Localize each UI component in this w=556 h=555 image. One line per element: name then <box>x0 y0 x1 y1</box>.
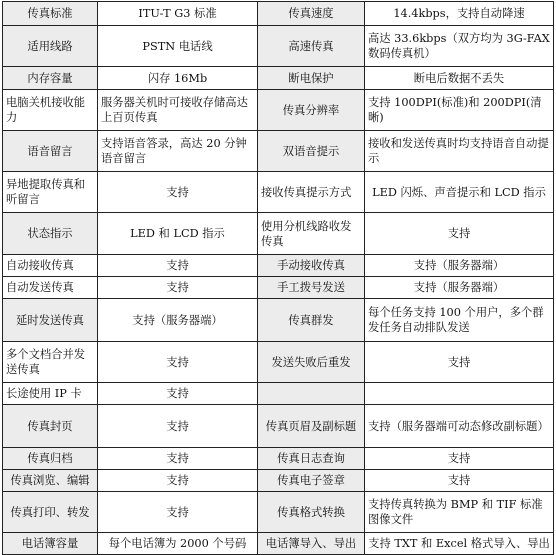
feature-label-a: 状态指示 <box>3 213 98 255</box>
feature-value-a: ITU-T G3 标准 <box>98 2 258 26</box>
feature-value-a: 支持 <box>98 172 258 213</box>
feature-label-a: 语音留言 <box>3 131 98 172</box>
feature-label-a: 自动发送传真 <box>3 277 98 299</box>
feature-label-b: 手动接收传真 <box>258 255 365 277</box>
table-row <box>3 470 554 492</box>
table-row <box>3 67 554 90</box>
spec-table-container <box>2 1 553 555</box>
feature-value-b: 支持（服务器端可动态修改副标题） <box>365 405 554 448</box>
feature-label-b: 传真电子签章 <box>258 470 365 492</box>
feature-value-b: 支持 <box>365 448 554 470</box>
feature-label-a: 延时发送传真 <box>3 299 98 342</box>
feature-label-b <box>258 383 365 405</box>
feature-value-a: 服务器关机时可接收存储高达上百页传真 <box>98 90 258 131</box>
feature-value-b <box>365 383 554 405</box>
feature-value-a: 支持 <box>98 383 258 405</box>
feature-label-b: 传真分辨率 <box>258 90 365 131</box>
table-row <box>3 131 554 172</box>
feature-value-a: 支持 <box>98 255 258 277</box>
feature-value-b: 支持传真转换为 BMP 和 TIF 标准图像文件 <box>365 492 554 533</box>
feature-value-b: 支持 100DPI(标准)和 200DPI(清晰) <box>365 90 554 131</box>
feature-label-a: 电话簿容量 <box>3 533 98 555</box>
feature-label-b: 高速传真 <box>258 26 365 67</box>
feature-value-a: 支持 <box>98 405 258 448</box>
feature-value-a: 支持语音答录，高达 20 分钟语音留言 <box>98 131 258 172</box>
table-row <box>3 90 554 131</box>
feature-label-b: 发送失败后重发 <box>258 342 365 383</box>
feature-value-a: 支持 <box>98 277 258 299</box>
feature-value-a: 支持（服务器端） <box>98 299 258 342</box>
table-row <box>3 2 554 26</box>
feature-value-a: 支持 <box>98 470 258 492</box>
table-row <box>3 277 554 299</box>
feature-value-b: 高达 33.6kbps（双方均为 3G-FAX 数码传真机） <box>365 26 554 67</box>
feature-value-b: 支持（服务器端） <box>365 255 554 277</box>
feature-label-b: 双语音提示 <box>258 131 365 172</box>
feature-value-a: 每个电话簿为 2000 个号码 <box>98 533 258 555</box>
feature-value-a: PSTN 电话线 <box>98 26 258 67</box>
feature-label-b: 接收传真提示方式 <box>258 172 365 213</box>
table-row <box>3 492 554 533</box>
feature-label-a: 异地提取传真和听留言 <box>3 172 98 213</box>
table-row <box>3 255 554 277</box>
table-row <box>3 533 554 555</box>
feature-label-a: 传真标准 <box>3 2 98 26</box>
feature-label-a: 内存容量 <box>3 67 98 90</box>
feature-value-b: 断电后数据不丢失 <box>365 67 554 90</box>
feature-value-a: 支持 <box>98 448 258 470</box>
table-row <box>3 342 554 383</box>
feature-label-b: 使用分机线路收发传真 <box>258 213 365 255</box>
feature-value-b: 支持（服务器端） <box>365 277 554 299</box>
table-row <box>3 448 554 470</box>
feature-value-b: 支持 <box>365 342 554 383</box>
feature-label-b: 传真页眉及副标题 <box>258 405 365 448</box>
table-row <box>3 172 554 213</box>
feature-label-a: 适用线路 <box>3 26 98 67</box>
feature-value-b: 支持 TXT 和 Excel 格式导入、导出 <box>365 533 554 555</box>
feature-label-a: 自动接收传真 <box>3 255 98 277</box>
table-row <box>3 299 554 342</box>
fax-spec-table <box>2 1 554 555</box>
feature-value-a: 支持 <box>98 492 258 533</box>
feature-value-b: 接收和发送传真时均支持语音自动提示 <box>365 131 554 172</box>
table-row <box>3 383 554 405</box>
feature-label-b: 手工拨号发送 <box>258 277 365 299</box>
feature-label-b: 传真格式转换 <box>258 492 365 533</box>
feature-label-a: 多个文档合并发送传真 <box>3 342 98 383</box>
feature-value-a: 支持 <box>98 342 258 383</box>
feature-label-a: 传真打印、转发 <box>3 492 98 533</box>
feature-value-b: 支持 <box>365 470 554 492</box>
feature-label-a: 长途使用 IP 卡 <box>3 383 98 405</box>
feature-value-a: LED 和 LCD 指示 <box>98 213 258 255</box>
table-row <box>3 405 554 448</box>
table-row <box>3 213 554 255</box>
feature-label-a: 传真浏览、编辑 <box>3 470 98 492</box>
feature-label-b: 断电保护 <box>258 67 365 90</box>
feature-label-b: 传真群发 <box>258 299 365 342</box>
table-row <box>3 26 554 67</box>
feature-label-b: 传真日志查询 <box>258 448 365 470</box>
feature-label-a: 传真封页 <box>3 405 98 448</box>
feature-label-b: 电话簿导入、导出 <box>258 533 365 555</box>
feature-value-b: LED 闪烁、声音提示和 LCD 指示 <box>365 172 554 213</box>
feature-value-b: 支持 <box>365 213 554 255</box>
feature-value-a: 闪存 16Mb <box>98 67 258 90</box>
spec-table-body <box>3 2 554 555</box>
feature-label-b: 传真速度 <box>258 2 365 26</box>
feature-value-b: 每个任务支持 100 个用户，多个群发任务自动排队发送 <box>365 299 554 342</box>
feature-label-a: 传真归档 <box>3 448 98 470</box>
feature-value-b: 14.4kbps，支持自动降速 <box>365 2 554 26</box>
feature-label-a: 电脑关机接收能力 <box>3 90 98 131</box>
